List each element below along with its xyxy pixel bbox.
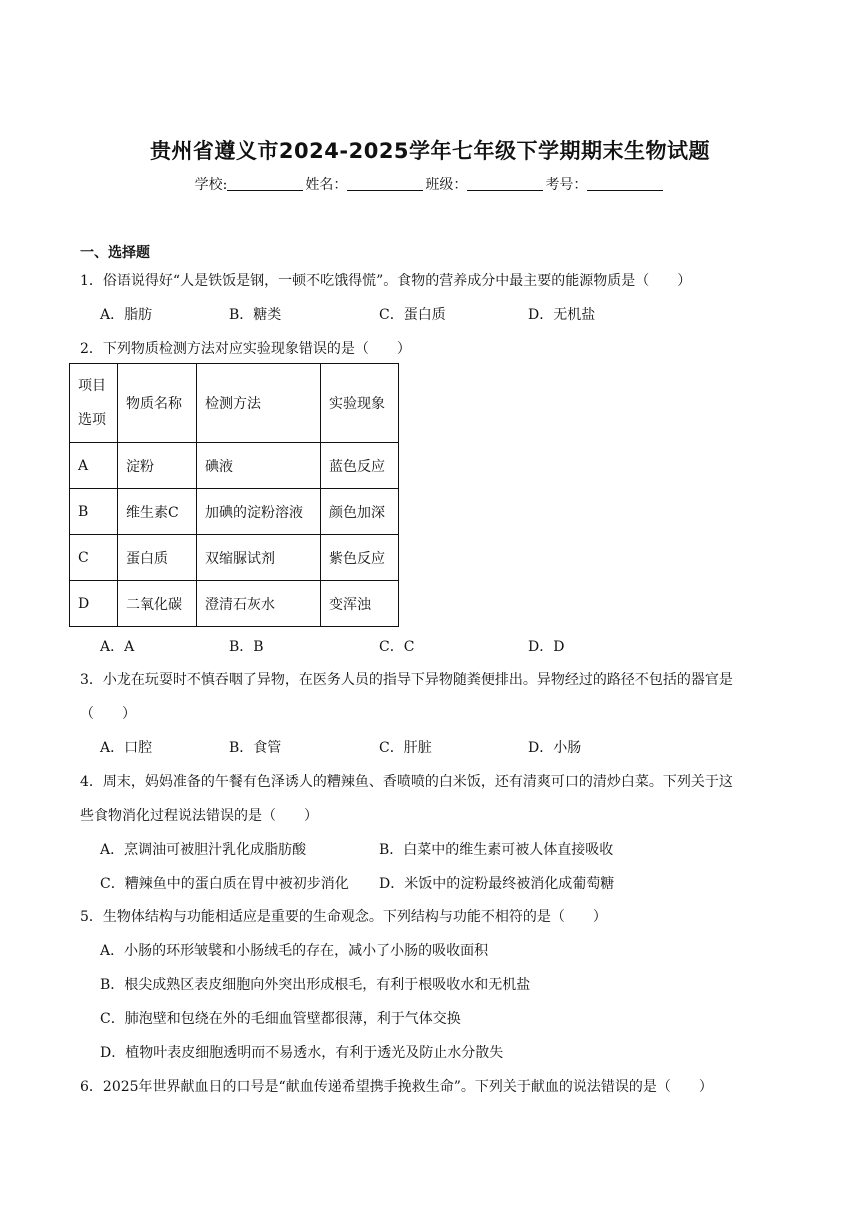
q3-stem-line2: （ ）	[80, 706, 136, 722]
q4-option-a[interactable]: A．烹调油可被胆汁乳化成脂肪酸	[100, 842, 307, 858]
q3-stem-line1: 3．小龙在玩耍时不慎吞咽了异物，在医务人员的指导下异物随粪便排出。异物经过的路径不包括的器官是	[80, 672, 733, 688]
q3-option-d[interactable]: D．小肠	[528, 740, 582, 756]
cell-option: C	[70, 535, 118, 581]
q5-option-d[interactable]: D．植物叶表皮细胞透明而不易透水，有利于透光及防止水分散失	[100, 1045, 504, 1061]
table-row	[70, 581, 399, 627]
header-item-option: 项目 选项	[70, 364, 118, 443]
exam-no-blank[interactable]	[587, 176, 663, 191]
cell-substance: 维生素C	[118, 489, 197, 535]
exam-no-label: 考号：	[545, 177, 588, 193]
q4-option-b[interactable]: B．白菜中的维生素可被人体直接吸收	[379, 842, 614, 858]
class-blank[interactable]	[467, 176, 543, 191]
header-method: 检测方法	[197, 364, 321, 443]
q4-stem-line1: 4．周末，妈妈准备的午餐有色泽诱人的糟辣鱼、香喷喷的白米饭，还有清爽可口的清炒白菜。下列关于这	[80, 774, 733, 790]
q2-option-c[interactable]: C．C	[379, 639, 415, 655]
q3-option-a[interactable]: A．口腔	[100, 740, 153, 756]
q6-stem: 6．2025年世界献血日的口号是“献血传递希望携手挽救生命”。下列关于献血的说法错误的是（ ）	[80, 1079, 713, 1095]
school-label: 学校:	[194, 177, 228, 193]
student-info-line	[0, 174, 860, 194]
q1-option-d[interactable]: D．无机盐	[528, 307, 596, 323]
cell-phenomenon: 紫色反应	[321, 535, 399, 581]
header-substance: 物质名称	[118, 364, 197, 443]
q4-stem-line2: 些食物消化过程说法错误的是（ ）	[80, 808, 318, 824]
table-header-row	[70, 364, 399, 443]
q5-option-a[interactable]: A．小肠的环形皱襞和小肠绒毛的存在，减小了小肠的吸收面积	[100, 943, 489, 959]
cell-option: D	[70, 581, 118, 627]
header-phenomenon: 实验现象	[321, 364, 399, 443]
name-label: 姓名：	[305, 177, 348, 193]
q2-option-d[interactable]: D．D	[528, 639, 565, 655]
q3-option-b[interactable]: B．食管	[229, 740, 282, 756]
school-blank[interactable]	[227, 176, 303, 191]
q5-stem: 5．生物体结构与功能相适应是重要的生命观念。下列结构与功能不相符的是（ ）	[80, 909, 607, 925]
q5-option-c[interactable]: C．肺泡壁和包绕在外的毛细血管壁都很薄，利于气体交换	[100, 1011, 461, 1027]
table-row	[70, 443, 399, 489]
cell-option: B	[70, 489, 118, 535]
name-blank[interactable]	[347, 176, 423, 191]
q4-option-d[interactable]: D．米饭中的淀粉最终被消化成葡萄糖	[379, 876, 615, 892]
cell-method: 澄清石灰水	[197, 581, 321, 627]
class-label: 班级：	[425, 177, 468, 193]
cell-substance: 淀粉	[118, 443, 197, 489]
q1-stem: 1．俗语说得好“人是铁饭是钢，一顿不吃饿得慌”。食物的营养成分中最主要的能源物质是（ ）	[80, 273, 692, 289]
q1-option-c[interactable]: C．蛋白质	[379, 307, 446, 323]
table-row	[70, 489, 399, 535]
table-row	[70, 535, 399, 581]
q1-option-b[interactable]: B．糖类	[229, 307, 282, 323]
q4-option-c[interactable]: C．糟辣鱼中的蛋白质在胃中被初步消化	[100, 876, 349, 892]
page-title: 贵州省遵义市2024-2025学年七年级下学期期末生物试题	[149, 139, 711, 163]
q3-option-c[interactable]: C．肝脏	[379, 740, 432, 756]
q5-option-b[interactable]: B．根尖成熟区表皮细胞向外突出形成根毛，有利于根吸收水和无机盐	[100, 977, 531, 993]
cell-method: 双缩脲试剂	[197, 535, 321, 581]
q2-table	[69, 363, 399, 627]
cell-phenomenon: 蓝色反应	[321, 443, 399, 489]
q2-option-b[interactable]: B．B	[229, 639, 264, 655]
cell-phenomenon: 变浑浊	[321, 581, 399, 627]
cell-phenomenon: 颜色加深	[321, 489, 399, 535]
cell-method: 碘液	[197, 443, 321, 489]
cell-substance: 蛋白质	[118, 535, 197, 581]
q2-option-a[interactable]: A．A	[100, 639, 135, 655]
cell-substance: 二氧化碳	[118, 581, 197, 627]
q1-option-a[interactable]: A．脂肪	[100, 307, 153, 323]
q2-stem: 2．下列物质检测方法对应实验现象错误的是（ ）	[80, 341, 411, 357]
cell-method: 加碘的淀粉溶液	[197, 489, 321, 535]
section-heading: 一、选择题	[80, 245, 150, 261]
cell-option: A	[70, 443, 118, 489]
